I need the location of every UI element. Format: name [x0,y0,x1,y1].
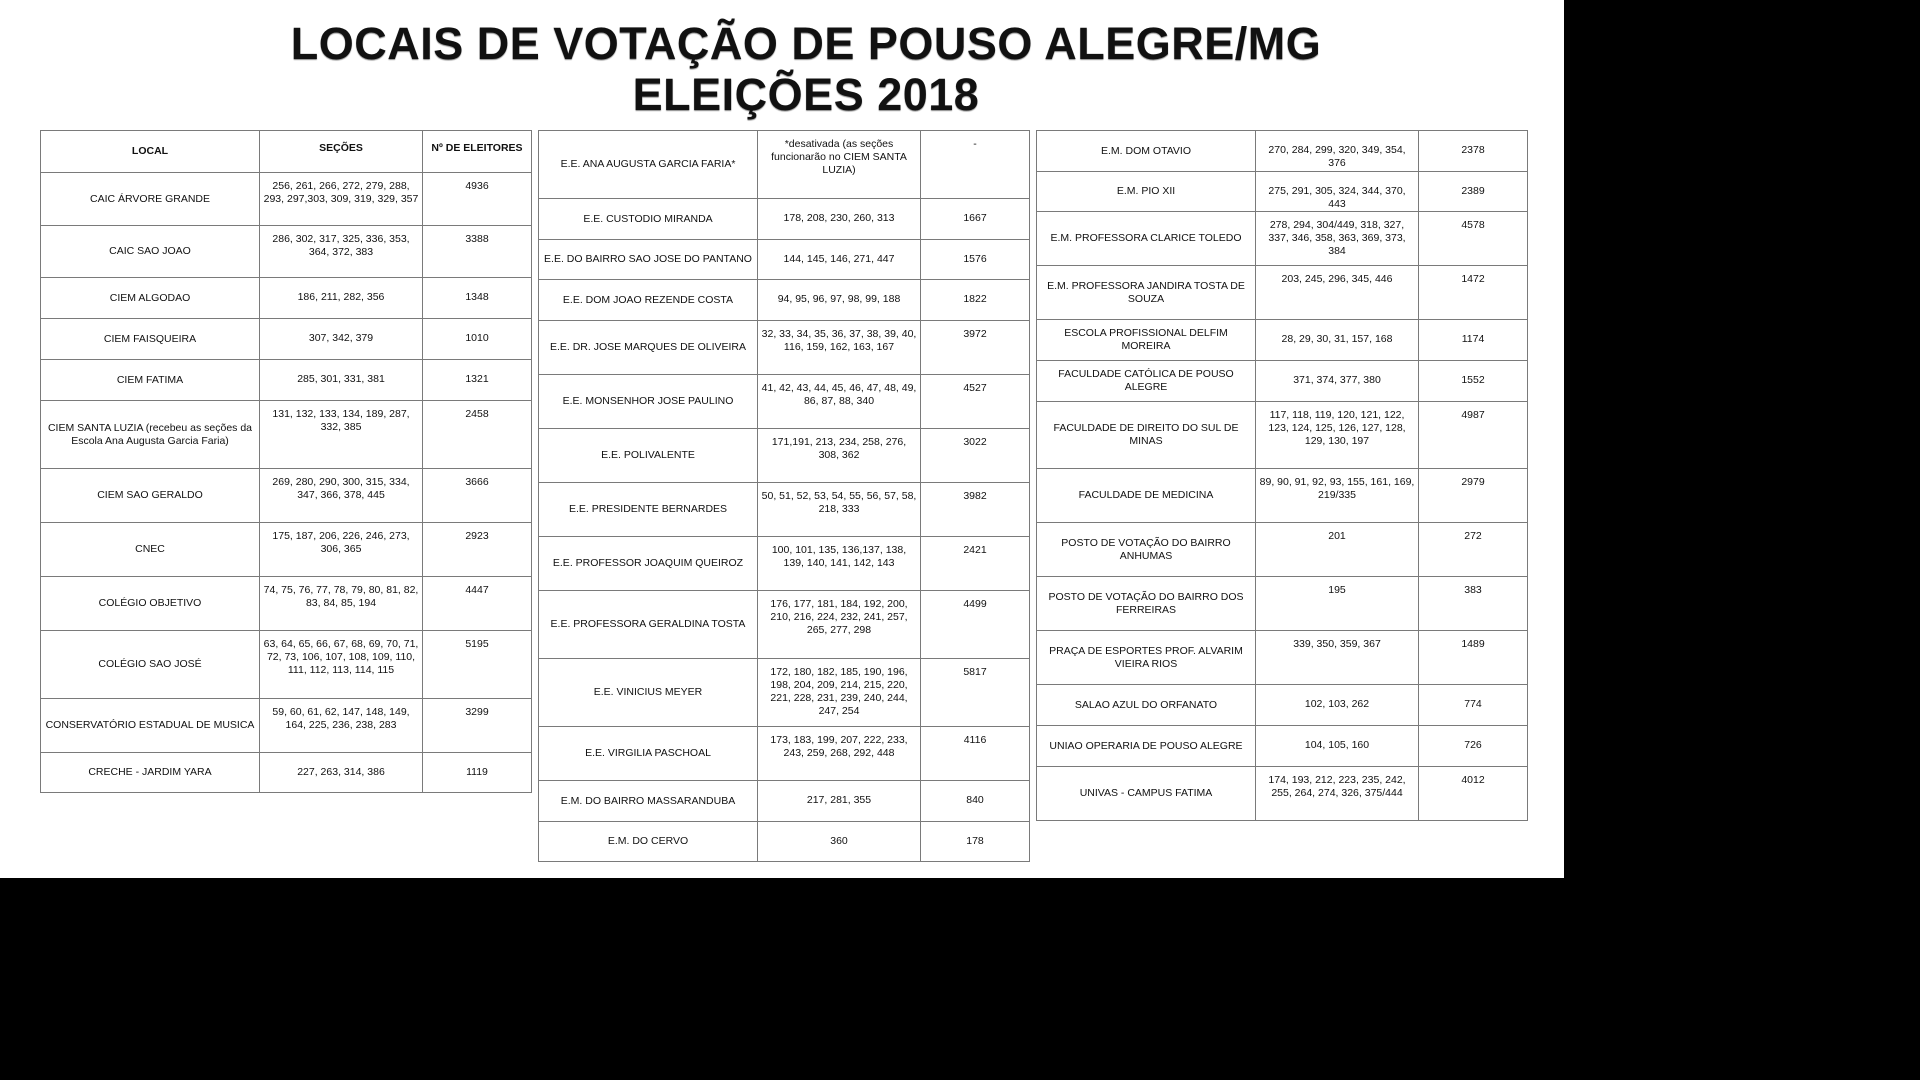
secoes-cell [1256,685,1419,726]
secoes-cell [260,753,423,793]
eleitores-value: 2378 [1461,144,1485,156]
local-cell: E.M. DO CERVO [539,822,758,862]
eleitores-cell [423,360,532,401]
local-cell: POSTO DE VOTAÇÃO DO BAIRRO DOS FERREIRAS [1037,577,1256,631]
header-row [41,131,532,173]
table-row [539,822,1030,862]
secoes-cell [758,591,921,659]
secoes-value: 41, 42, 43, 44, 45, 46, 47, 48, 49, 86, 87, 88, 340 [761,382,917,407]
secoes-cell [1256,523,1419,577]
eleitores-cell [921,659,1030,727]
table-row [41,401,532,469]
secoes-value: 59, 60, 61, 62, 147, 148, 149, 164, 225, 236, 238, 283 [272,706,410,731]
table-row [539,429,1030,483]
secoes-value: 256, 261, 266, 272, 279, 288, 293, 297,303, 309, 319, 329, 357 [263,180,419,205]
eleitores-cell [921,822,1030,862]
local-cell: E.E. PROFESSORA GERALDINA TOSTA [539,591,758,659]
secoes-value: 144, 145, 146, 271, 447 [783,253,895,265]
table-row [539,591,1030,659]
eleitores-value: 4578 [1461,219,1485,231]
secoes-value: 339, 350, 359, 367 [1293,638,1381,650]
secoes-value: 89, 90, 91, 92, 93, 155, 161, 169, 219/335 [1259,476,1415,501]
eleitores-cell [921,591,1030,659]
header-local: LOCAL [41,131,260,173]
eleitores-cell [423,523,532,577]
eleitores-value: 840 [966,794,984,806]
table-row [1037,131,1528,172]
local-cell: CIEM FAISQUEIRA [41,319,260,360]
table-row [1037,212,1528,266]
local-cell: CIEM FATIMA [41,360,260,401]
local-cell: CAIC SAO JOAO [41,226,260,278]
table-row [539,321,1030,375]
secoes-cell [758,199,921,240]
polling-table-3 [1036,130,1528,821]
secoes-cell [1256,320,1419,361]
secoes-cell [758,483,921,537]
eleitores-value: 726 [1464,739,1482,751]
secoes-cell [1256,361,1419,402]
secoes-value: 50, 51, 52, 53, 54, 55, 56, 57, 58, 218, 333 [761,490,917,515]
local-cell: FACULDADE DE DIREITO DO SUL DE MINAS [1037,402,1256,469]
eleitores-cell [423,226,532,278]
secoes-value: 174, 193, 212, 223, 235, 242, 255, 264, 274, 326, 375/444 [1268,774,1406,799]
secoes-cell [260,173,423,226]
header-secoes: SEÇÕES [260,131,423,173]
local-cell: CRECHE - JARDIM YARA [41,753,260,793]
local-cell: PRAÇA DE ESPORTES PROF. ALVARIM VIEIRA RIOS [1037,631,1256,685]
secoes-value: 360 [830,835,848,847]
secoes-value: 278, 294, 304/449, 318, 327, 337, 346, 358, 363, 369, 373, 384 [1268,219,1406,257]
secoes-cell [758,131,921,199]
eleitores-cell [423,469,532,523]
table-row [41,577,532,631]
secoes-cell [260,577,423,631]
secoes-cell [260,319,423,360]
secoes-cell [758,429,921,483]
local-cell: E.E. PRESIDENTE BERNARDES [539,483,758,537]
secoes-value: 74, 75, 76, 77, 78, 79, 80, 81, 82, 83, 84, 85, 194 [263,584,419,609]
eleitores-cell [921,375,1030,429]
table-row [1037,726,1528,767]
local-cell: CAIC ÁRVORE GRANDE [41,173,260,226]
eleitores-value: 1321 [465,373,489,385]
secoes-cell [1256,131,1419,172]
eleitores-value: 2389 [1461,185,1485,197]
local-cell: E.E. POLIVALENTE [539,429,758,483]
secoes-cell [260,360,423,401]
eleitores-cell [423,319,532,360]
secoes-cell [260,401,423,469]
title-line-2: ELEIÇÕES 2018 [632,69,980,120]
secoes-value: 307, 342, 379 [308,332,374,344]
secoes-value: 285, 301, 331, 381 [297,373,385,385]
secoes-value: 173, 183, 199, 207, 222, 233, 243, 259, 268, 292, 448 [770,734,908,759]
eleitores-cell [1419,577,1528,631]
eleitores-cell [423,753,532,793]
secoes-value: 217, 281, 355 [806,794,872,806]
secoes-cell [260,699,423,753]
eleitores-cell [423,577,532,631]
secoes-value: 186, 211, 282, 356 [297,291,385,303]
eleitores-cell [921,131,1030,199]
eleitores-value: 4987 [1461,409,1485,421]
secoes-cell [1256,266,1419,320]
secoes-cell [260,469,423,523]
eleitores-cell [921,240,1030,280]
table-row [539,375,1030,429]
secoes-value: 178, 208, 230, 260, 313 [783,212,895,224]
table-row [41,631,532,699]
local-cell: FACULDADE DE MEDICINA [1037,469,1256,523]
eleitores-value: 3299 [465,706,489,718]
secoes-value: 100, 101, 135, 136,137, 138, 139, 140, 141, 142, 143 [771,544,907,569]
eleitores-value: 2421 [963,544,987,556]
eleitores-value: 4527 [963,382,987,394]
local-cell: SALAO AZUL DO ORFANATO [1037,685,1256,726]
table-row [1037,767,1528,821]
local-cell: COLÉGIO OBJETIVO [41,577,260,631]
local-cell: COLÉGIO SAO JOSÉ [41,631,260,699]
table-row [539,727,1030,781]
secoes-value: 275, 291, 305, 324, 344, 370, 443 [1268,185,1406,210]
eleitores-value: 1822 [963,293,987,305]
eleitores-value: 4936 [465,180,489,192]
table-row [539,131,1030,199]
table-row [1037,685,1528,726]
secoes-cell [758,659,921,727]
table-row [1037,577,1528,631]
eleitores-value: 1667 [963,212,987,224]
eleitores-value: 4116 [963,734,987,746]
eleitores-value: 1174 [1461,333,1485,345]
local-cell: E.E. CUSTODIO MIRANDA [539,199,758,240]
table-row [41,753,532,793]
secoes-cell [758,727,921,781]
eleitores-value: 2923 [465,530,489,542]
eleitores-cell [423,631,532,699]
secoes-cell [1256,402,1419,469]
eleitores-cell [1419,726,1528,767]
local-cell: CNEC [41,523,260,577]
local-cell: E.E. DO BAIRRO SAO JOSE DO PANTANO [539,240,758,280]
eleitores-value: 4447 [465,584,489,596]
secoes-value: 172, 180, 182, 185, 190, 196, 198, 204, 209, 214, 215, 220, 221, 228, 231, 239, 240, 244, 247, 254 [770,666,908,717]
header-eleitores: Nº DE ELEITORES [423,131,532,173]
secoes-value: 63, 64, 65, 66, 67, 68, 69, 70, 71, 72, 73, 106, 107, 108, 109, 110, 111, 112, 113, 114, 115 [263,638,419,676]
secoes-value: 176, 177, 181, 184, 192, 200, 210, 216, 224, 232, 241, 257, 265, 277, 298 [770,598,908,636]
secoes-value: 286, 302, 317, 325, 336, 353, 364, 372, 383 [272,233,410,258]
local-cell: E.M. PIO XII [1037,172,1256,212]
eleitores-value: 1348 [465,291,489,303]
secoes-value: 371, 374, 377, 380 [1293,374,1381,386]
eleitores-cell [921,321,1030,375]
secoes-value: 227, 263, 314, 386 [297,766,385,778]
eleitores-value: 3388 [465,233,489,245]
local-cell: CIEM SAO GERALDO [41,469,260,523]
secoes-value: 28, 29, 30, 31, 157, 168 [1281,333,1393,345]
eleitores-value: 1010 [465,332,489,344]
eleitores-cell [921,537,1030,591]
eleitores-value: 2979 [1461,476,1485,488]
secoes-value: 270, 284, 299, 320, 349, 354, 376 [1268,144,1406,169]
table-row [1037,631,1528,685]
secoes-value: 171,191, 213, 234, 258, 276, 308, 362 [771,436,907,461]
local-cell: E.E. MONSENHOR JOSE PAULINO [539,375,758,429]
eleitores-cell [921,199,1030,240]
eleitores-cell [1419,469,1528,523]
eleitores-value: 1119 [466,766,488,778]
eleitores-value: 4012 [1461,774,1485,786]
local-cell: E.E. DR. JOSE MARQUES DE OLIVEIRA [539,321,758,375]
eleitores-cell [1419,402,1528,469]
eleitores-value: 1472 [1461,273,1485,285]
local-cell: E.E. VIRGILIA PASCHOAL [539,727,758,781]
eleitores-cell [423,278,532,319]
eleitores-value: 1552 [1461,374,1485,386]
table-row [1037,320,1528,361]
secoes-cell [1256,212,1419,266]
table-row [41,226,532,278]
table-row [41,278,532,319]
eleitores-value: 4499 [963,598,987,610]
secoes-value: 203, 245, 296, 345, 446 [1281,273,1393,285]
local-cell: UNIAO OPERARIA DE POUSO ALEGRE [1037,726,1256,767]
secoes-cell [260,523,423,577]
eleitores-value: 3972 [963,328,987,340]
secoes-cell [260,226,423,278]
table-row [41,469,532,523]
secoes-cell [758,822,921,862]
eleitores-value: 3982 [963,490,987,502]
table-row [41,173,532,226]
table-row [41,360,532,401]
polling-table-2 [538,130,1030,862]
secoes-cell [1256,631,1419,685]
local-cell: E.M. PROFESSORA CLARICE TOLEDO [1037,212,1256,266]
table-row [539,199,1030,240]
eleitores-cell [921,727,1030,781]
secoes-cell [260,278,423,319]
secoes-value: 269, 280, 290, 300, 315, 334, 347, 366, 378, 445 [272,476,410,501]
secoes-value: 201 [1328,530,1346,542]
secoes-value: 104, 105, 160 [1304,739,1370,751]
secoes-value: 175, 187, 206, 226, 246, 273, 306, 365 [272,530,410,555]
table-row [539,537,1030,591]
eleitores-cell [1419,172,1528,212]
secoes-cell [1256,577,1419,631]
local-cell: POSTO DE VOTAÇÃO DO BAIRRO ANHUMAS [1037,523,1256,577]
secoes-cell [260,631,423,699]
eleitores-value: 774 [1464,698,1482,710]
table-row [539,659,1030,727]
local-cell: E.E. DOM JOAO REZENDE COSTA [539,280,758,321]
secoes-value: 117, 118, 119, 120, 121, 122, 123, 124, 125, 126, 127, 128, 129, 130, 197 [1268,409,1406,447]
page-title [0,18,1564,120]
secoes-cell [1256,767,1419,821]
local-cell: E.M. DOM OTAVIO [1037,131,1256,172]
eleitores-cell [1419,685,1528,726]
eleitores-cell [921,429,1030,483]
secoes-cell [1256,726,1419,767]
table-row [1037,172,1528,212]
table-row [41,699,532,753]
local-cell: E.E. VINICIUS MEYER [539,659,758,727]
eleitores-value: 3666 [465,476,489,488]
secoes-cell [758,280,921,321]
secoes-value: *desativada (as seções funcionarão no CIEM SANTA LUZIA) [771,138,907,176]
eleitores-cell [921,781,1030,822]
eleitores-cell [1419,361,1528,402]
secoes-value: 131, 132, 133, 134, 189, 287, 332, 385 [272,408,410,433]
secoes-cell [758,321,921,375]
table-row [539,240,1030,280]
secoes-value: 94, 95, 96, 97, 98, 99, 188 [777,293,901,305]
eleitores-cell [921,280,1030,321]
secoes-cell [758,537,921,591]
local-cell: CIEM SANTA LUZIA (recebeu as seções da Escola Ana Augusta Garcia Faria) [41,401,260,469]
table-row [539,483,1030,537]
eleitores-value: 1576 [963,253,987,265]
eleitores-value: 272 [1464,530,1482,542]
eleitores-cell [1419,767,1528,821]
table-row [41,523,532,577]
eleitores-cell [921,483,1030,537]
table-row [41,319,532,360]
table-row [1037,402,1528,469]
local-cell: CONSERVATÓRIO ESTADUAL DE MUSICA [41,699,260,753]
eleitores-value: 5817 [963,666,987,678]
secoes-cell [758,240,921,280]
eleitores-value: - [973,138,977,150]
eleitores-value: 3022 [963,436,987,448]
table-row [539,280,1030,321]
local-cell: FACULDADE CATÓLICA DE POUSO ALEGRE [1037,361,1256,402]
secoes-cell [758,781,921,822]
eleitores-value: 383 [1464,584,1482,596]
polling-table-1 [40,130,532,793]
table-row [1037,469,1528,523]
eleitores-value: 5195 [465,638,489,650]
eleitores-cell [1419,320,1528,361]
local-cell: ESCOLA PROFISSIONAL DELFIM MOREIRA [1037,320,1256,361]
eleitores-value: 178 [966,835,984,847]
local-cell: CIEM ALGODAO [41,278,260,319]
eleitores-cell [1419,131,1528,172]
secoes-cell [758,375,921,429]
secoes-cell [1256,469,1419,523]
eleitores-cell [1419,523,1528,577]
secoes-cell [1256,172,1419,212]
local-cell: UNIVAS - CAMPUS FATIMA [1037,767,1256,821]
table-row [539,781,1030,822]
eleitores-value: 2458 [465,408,489,420]
eleitores-cell [423,173,532,226]
eleitores-cell [423,699,532,753]
eleitores-cell [1419,212,1528,266]
local-cell: E.M. PROFESSORA JANDIRA TOSTA DE SOUZA [1037,266,1256,320]
table-row [1037,523,1528,577]
local-cell: E.E. ANA AUGUSTA GARCIA FARIA* [539,131,758,199]
secoes-value: 102, 103, 262 [1304,698,1370,710]
secoes-value: 32, 33, 34, 35, 36, 37, 38, 39, 40, 116, 159, 162, 163, 167 [761,328,917,353]
local-cell: E.E. PROFESSOR JOAQUIM QUEIROZ [539,537,758,591]
local-cell: E.M. DO BAIRRO MASSARANDUBA [539,781,758,822]
title-line-1: LOCAIS DE VOTAÇÃO DE POUSO ALEGRE/MG [290,18,1322,69]
table-row [1037,266,1528,320]
eleitores-cell [1419,266,1528,320]
table-row [1037,361,1528,402]
eleitores-cell [423,401,532,469]
eleitores-value: 1489 [1461,638,1485,650]
secoes-value: 195 [1328,584,1346,596]
eleitores-cell [1419,631,1528,685]
